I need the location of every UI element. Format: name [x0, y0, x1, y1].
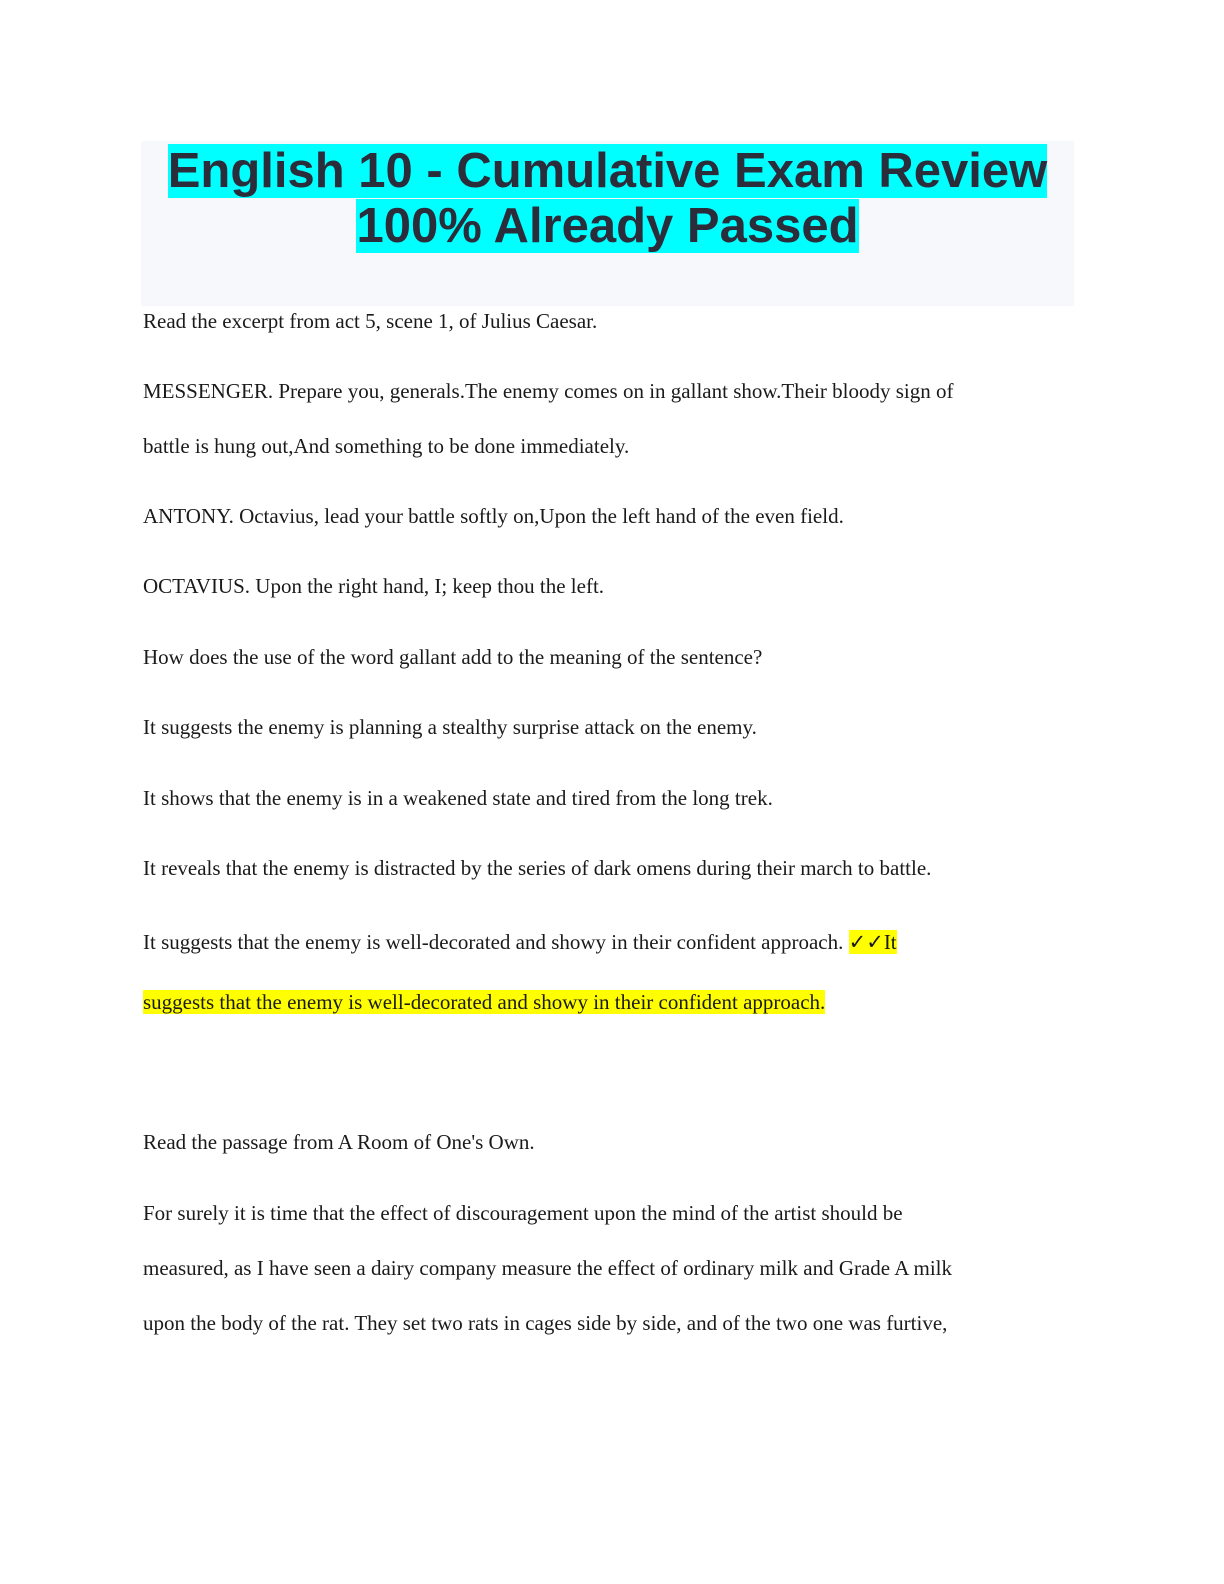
answer-option-4: [143, 929, 897, 955]
correct-answer-marker: ✓✓It: [848, 930, 897, 954]
answer-option-2: It shows that the enemy is in a weakened state and tired from the long trek.: [143, 786, 773, 810]
antony-line: ANTONY. Octavius, lead your battle softly on,Upon the left hand of the even field.: [143, 504, 844, 528]
octavius-line: OCTAVIUS. Upon the right hand, I; keep thou the left.: [143, 574, 605, 598]
passage-line-2: measured, as I have seen a dairy company measure the effect of ordinary milk and Grade A milk: [143, 1256, 952, 1280]
answer-option-1: It suggests the enemy is planning a stealthy surprise attack on the enemy.: [143, 715, 757, 739]
correct-answer-highlight: suggests that the enemy is well-decorated and showy in their confident approach.: [143, 990, 826, 1014]
title-highlight-2: 100% Already Passed: [356, 199, 859, 253]
passage-line-3: upon the body of the rat. They set two rats in cages side by side, and of the two one was furtive,: [143, 1311, 948, 1335]
option-4-text: It suggests that the enemy is well-decorated and showy in their confident approach.: [143, 930, 844, 954]
answer-option-3: It reveals that the enemy is distracted by the series of dark omens during their march to battle.: [143, 856, 932, 880]
passage-line-1: For surely it is time that the effect of discouragement upon the mind of the artist should be: [143, 1201, 903, 1225]
question-1-intro: Read the excerpt from act 5, scene 1, of Julius Caesar.: [143, 309, 598, 333]
messenger-line-1: MESSENGER. Prepare you, generals.The enemy comes on in gallant show.Their bloody sign of: [143, 379, 954, 403]
question-2-intro: Read the passage from A Room of One's Own.: [143, 1130, 535, 1154]
title-highlight-1: English 10 - Cumulative Exam Review: [167, 144, 1048, 198]
document-title-line-2: [141, 198, 1074, 254]
correct-answer-line: [143, 989, 825, 1015]
messenger-line-2: battle is hung out,And something to be done immediately.: [143, 434, 630, 458]
question-text: How does the use of the word gallant add to the meaning of the sentence?: [143, 645, 763, 669]
document-title-line-1: [141, 143, 1074, 199]
